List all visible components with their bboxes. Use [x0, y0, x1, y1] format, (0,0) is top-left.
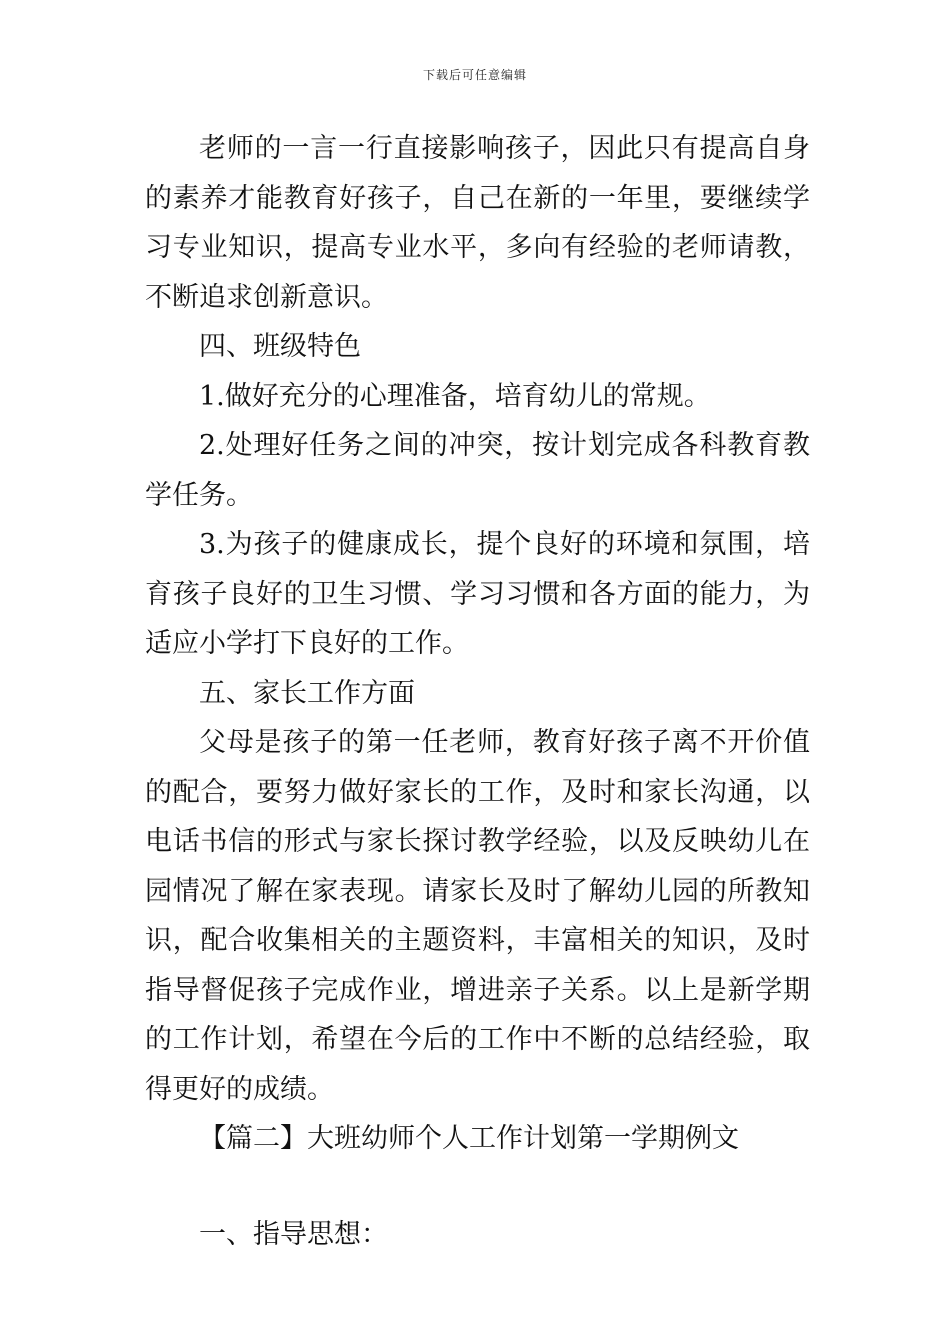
- section-heading-parent-work: 五、家长工作方面: [199, 677, 415, 709]
- paragraph-parent-work: 父母是孩子的第一任老师，教育好孩子离不开价值的配合，要努力做好家长的工作，及时和家长沟通，以电话书信的形式与家长探讨教学经验，以及反映幼儿在园情况了解在家表现。请家长及时了解幼儿园的所教知识，配合收集相关的主题资料，丰富相关的知识，及时指导督促孩子完成作业，增进亲子关系。以上是新学期的工作计划，希望在今后的工作中不断的总结经验，取得更好的成绩。: [145, 727, 810, 1105]
- article-title-part-two: 【篇二】大班幼师个人工作计划第一学期例文: [199, 1123, 739, 1154]
- spacer: [145, 1164, 810, 1210]
- section-heading-guiding-ideology: 一、指导思想：: [199, 1218, 388, 1250]
- list-item-3: 3.为孩子的健康成长，提个良好的环境和氛围，培育孩子良好的卫生习惯、学习习惯和各方面的能力，为适应小学打下良好的工作。: [145, 529, 810, 659]
- header-note: 下载后可任意编辑: [422, 68, 527, 82]
- list-item-2: 2.处理好任务之间的冲突，按计划完成各科教育教学任务。: [145, 430, 810, 511]
- list-item-1: 1.做好充分的心理准备，培育幼儿的常规。: [199, 380, 711, 412]
- document-body: [145, 124, 810, 1259]
- section-heading-class-features: 四、班级特色: [199, 331, 361, 362]
- paragraph-teacher-influence: 老师的一言一行直接影响孩子，因此只有提高自身的素养才能教育好孩子，自己在新的一年里，要继续学习专业知识，提高专业水平，多向有经验的老师请教，不断追求创新意识。: [145, 133, 810, 313]
